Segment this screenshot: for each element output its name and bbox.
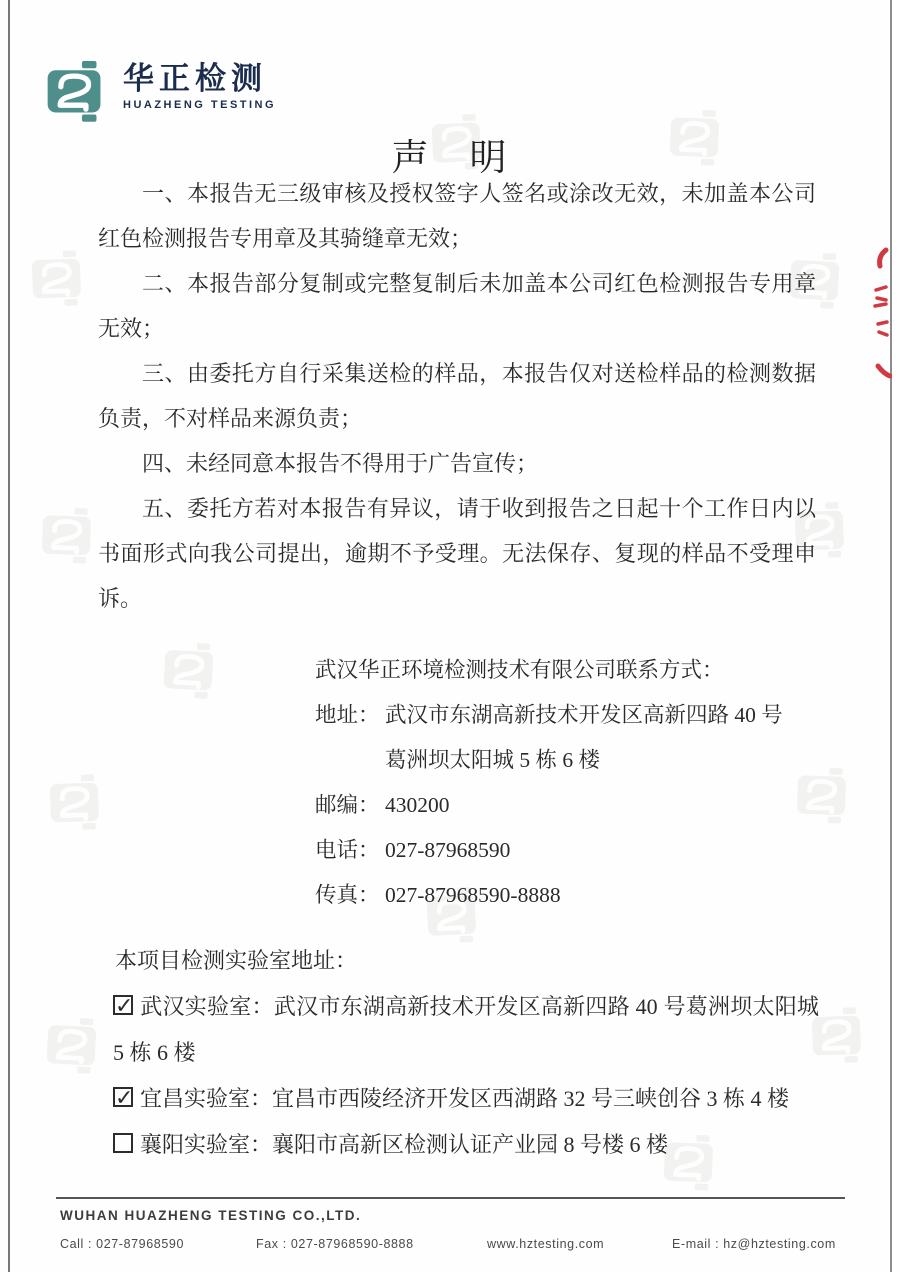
- footer-email: [672, 1237, 836, 1251]
- watermark-logo-icon: [160, 638, 223, 703]
- lab-row-wuhan: [113, 984, 819, 1076]
- contact-heading: 武汉华正环境检测技术有限公司联系方式：: [315, 658, 724, 682]
- footer-divider: [56, 1197, 845, 1199]
- fax-value: 027-87968590-8888: [385, 883, 561, 907]
- page-title: 声 明: [391, 138, 509, 179]
- lab-address: 武汉市东湖高新技术开发区高新四路 40 号葛洲坝太阳城 5 栋 6 楼: [113, 994, 819, 1065]
- lab-row-yichang: [113, 1076, 819, 1122]
- contact-address: [315, 693, 783, 783]
- lab-address: 襄阳市高新区检测认证产业园 8 号楼 6 楼: [272, 1132, 669, 1157]
- footer-website: www.hztesting.com: [487, 1237, 605, 1251]
- address-label: 地址：: [315, 703, 380, 727]
- declaration-paragraph-1: 一、本报告无三级审核及授权签字人签名或涂改无效，未加盖本公司红色检测报告专用章及其骑缝章无效；: [98, 181, 816, 251]
- declaration-paragraph-5: 五、委托方若对本报告有异议，请于收到报告之日起十个工作日内以书面形式向我公司提出，逾期不予受理。无法保存、复现的样品不受理申诉。: [98, 496, 816, 611]
- lab-name: 武汉实验室：: [140, 994, 274, 1019]
- checkbox-unchecked-icon: [113, 1133, 133, 1153]
- labs-block: [113, 938, 819, 1168]
- checkbox-checked-icon: [113, 995, 133, 1015]
- fax-label: 传真：: [315, 883, 380, 907]
- footer-phone: [60, 1237, 184, 1251]
- footer-phone-value: 027-87968590: [96, 1237, 184, 1251]
- page-scan-edge-left: [8, 0, 10, 1272]
- watermark-logo-icon: [39, 504, 101, 568]
- watermark-logo-icon: [29, 247, 91, 311]
- page-scan-edge-right: [890, 0, 892, 1272]
- declaration-paragraph-2: 二、本报告部分复制或完整复制后未加盖本公司红色检测报告专用章无效；: [98, 271, 816, 341]
- footer-email-label: E-mail :: [672, 1237, 724, 1251]
- lab-row-xiangyang: [113, 1122, 819, 1168]
- phone-label: 电话：: [315, 838, 380, 862]
- footer-fax-value: 027-87968590-8888: [290, 1237, 414, 1251]
- footer-phone-label: Call :: [60, 1237, 97, 1251]
- footer-fax-label: Fax :: [256, 1237, 291, 1251]
- checkbox-checked-icon: [113, 1087, 133, 1107]
- company-logo: [45, 58, 276, 126]
- lab-name: 宜昌实验室：: [140, 1086, 273, 1111]
- logo-name-chinese: 华正检测: [123, 61, 267, 96]
- labs-heading: 本项目检测实验室地址：: [115, 948, 358, 973]
- red-seal-fragment: [856, 246, 892, 386]
- declaration-paragraph-3: 三、由委托方自行采集送检的样品，本报告仅对送检样品的检测数据负责，不对样品来源负责；: [98, 361, 816, 431]
- declaration-body: [98, 171, 816, 621]
- watermark-logo-icon: [794, 764, 856, 828]
- contact-phone: [315, 828, 783, 873]
- postcode-value: 430200: [385, 793, 450, 817]
- phone-value: 027-87968590: [385, 838, 511, 862]
- watermark-logo-icon: [43, 1013, 106, 1078]
- lab-name: 襄阳实验室：: [140, 1132, 273, 1157]
- declaration-paragraph-4: 四、未经同意本报告不得用于广告宣传；: [142, 451, 539, 476]
- address-line-2: 葛洲坝太阳城 5 栋 6 楼: [385, 748, 601, 772]
- contact-fax: [315, 873, 783, 918]
- contact-block: [315, 648, 783, 918]
- address-line-1: 武汉市东湖高新技术开发区高新四路 40 号: [385, 703, 783, 727]
- logo-name-english: HUAZHENG TESTING: [123, 99, 277, 112]
- lab-address: 宜昌市西陵经济开发区西湖路 32 号三峡创谷 3 栋 4 楼: [272, 1086, 790, 1111]
- footer-company-name: WUHAN HUAZHENG TESTING CO.,LTD.: [60, 1208, 362, 1223]
- footer-fax: [256, 1237, 414, 1251]
- contact-postcode: [315, 783, 783, 828]
- watermark-logo-icon: [47, 771, 109, 835]
- footer-email-value: hz@hztesting.com: [723, 1237, 836, 1251]
- huazheng-logo-icon: [45, 58, 111, 126]
- postcode-label: 邮编：: [315, 793, 380, 817]
